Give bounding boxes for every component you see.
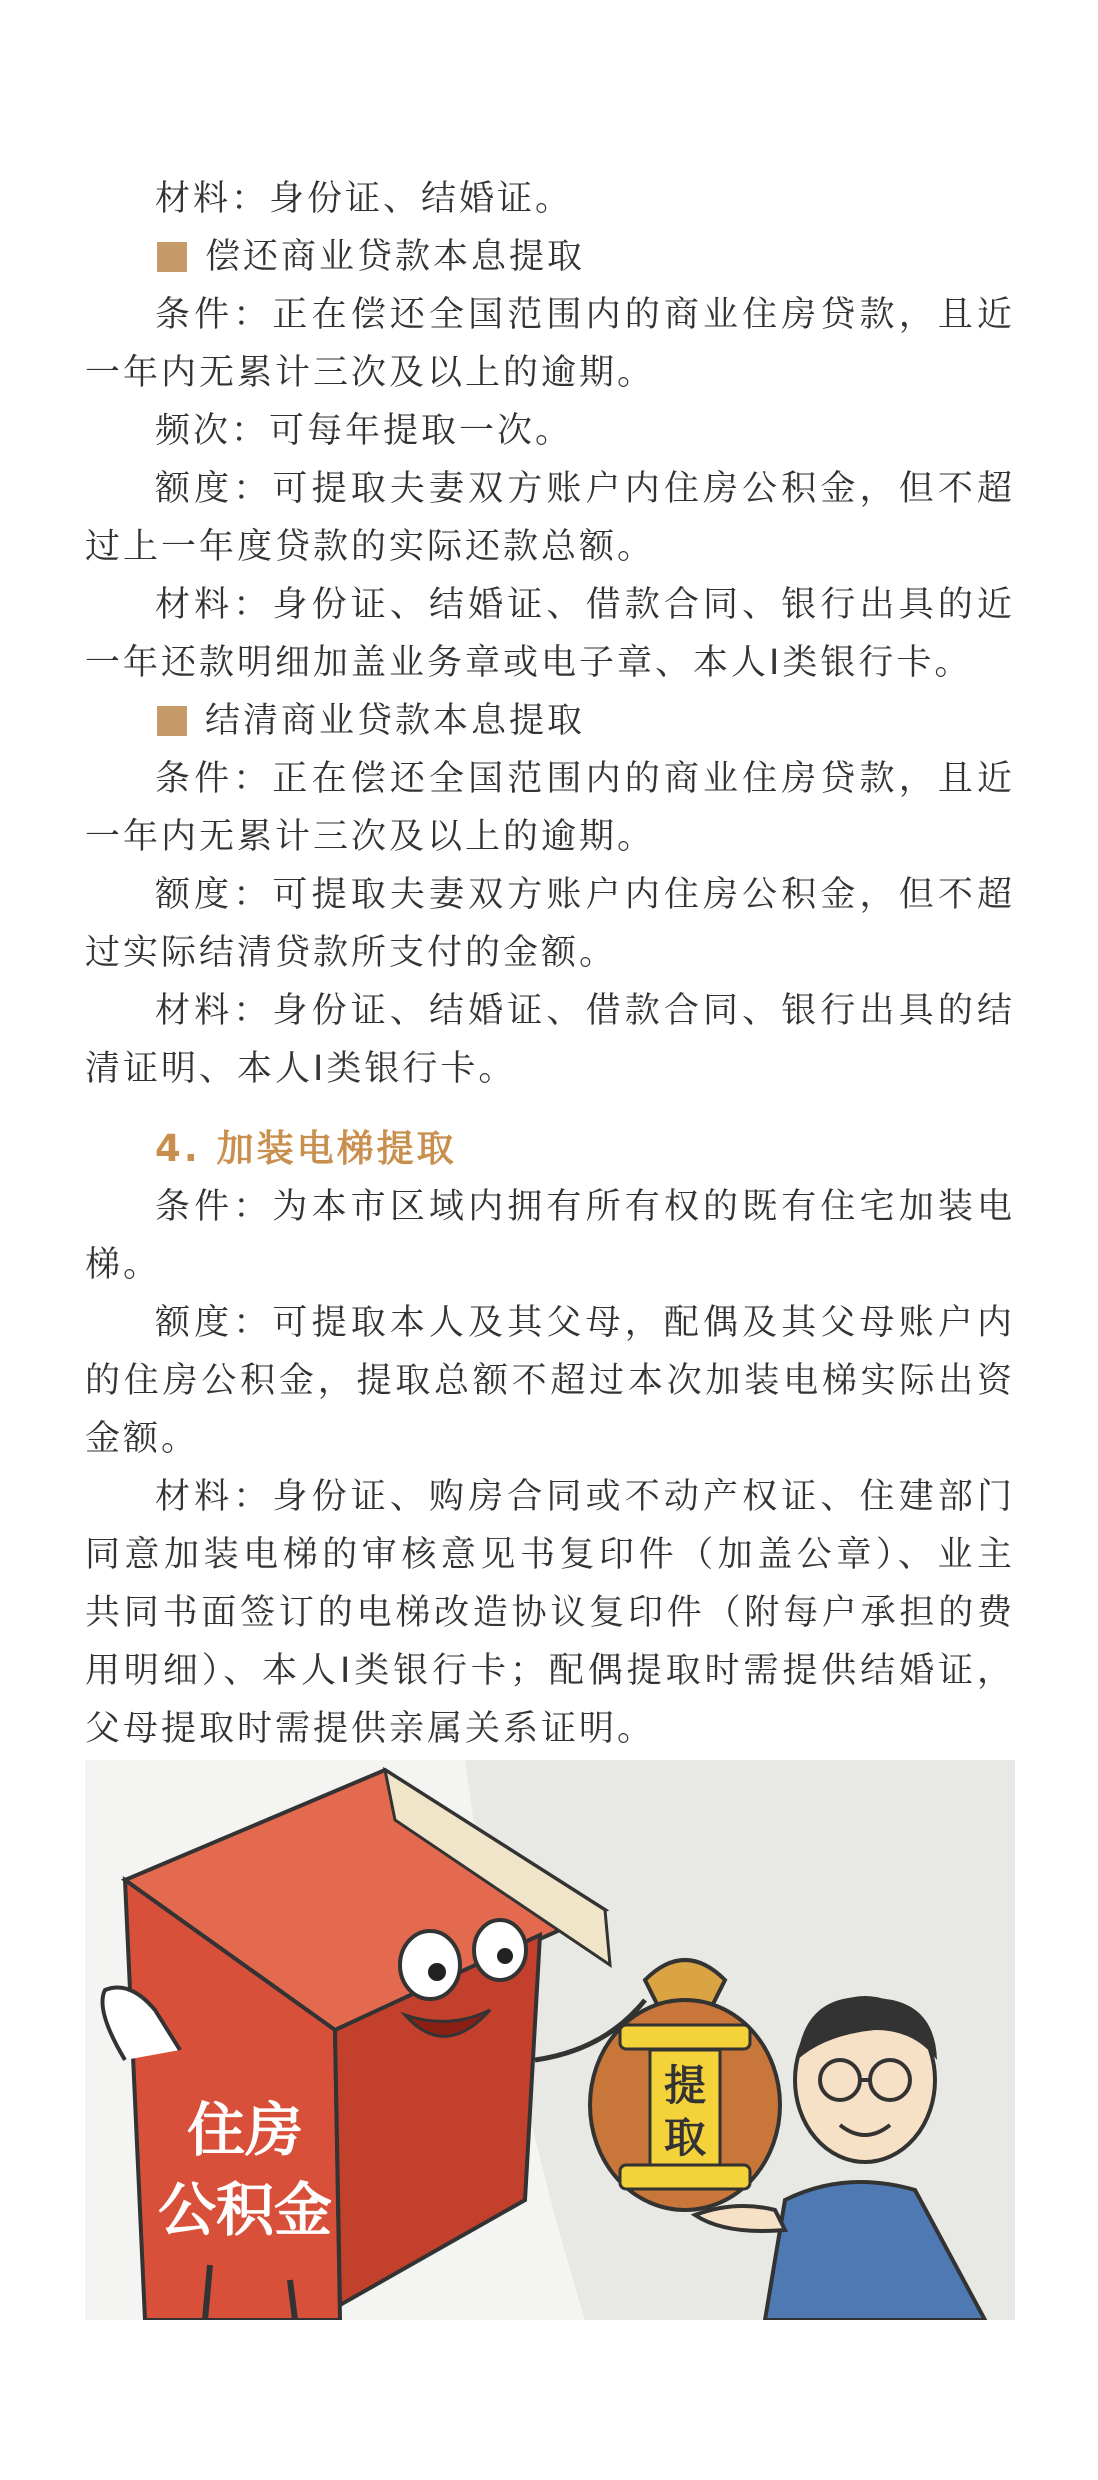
repay-amount: 额度：可提取夫妻双方账户内住房公积金，但不超过上一年度贷款的实际还款总额。 xyxy=(85,469,1015,567)
money-bag-band-bottom xyxy=(620,2165,750,2189)
section-heading-elevator: 4. 加装电梯提取 xyxy=(155,1127,457,1170)
repay-frequency: 频次：可每年提取一次。 xyxy=(155,411,574,451)
money-bag-text-line1: 提 xyxy=(663,2061,707,2110)
subheading-settle-label: 结清商业贷款本息提取 xyxy=(205,701,586,741)
subheading-repay-label: 偿还商业贷款本息提取 xyxy=(205,237,586,277)
subheading-repay xyxy=(85,228,1015,286)
elevator-amount: 额度：可提取本人及其父母，配偶及其父母账户内的住房公积金，提取总额不超过本次加装电梯实际出资金额。 xyxy=(85,1303,1015,1459)
materials-text: 材料：身份证、结婚证。 xyxy=(155,179,574,219)
settle-materials: 材料：身份证、结婚证、借款合同、银行出具的结清证明、本人I类银行卡。 xyxy=(85,991,1015,1089)
square-bullet-icon xyxy=(157,706,187,736)
settle-amount: 额度：可提取夫妻双方账户内住房公积金，但不超过实际结清贷款所支付的金额。 xyxy=(85,875,1015,973)
book-text-line1: 住房 xyxy=(186,2096,304,2164)
money-bag-band-top xyxy=(620,2025,750,2049)
book-text-line2: 公积金 xyxy=(157,2176,333,2244)
repay-materials: 材料：身份证、结婚证、借款合同、银行出具的近一年还款明细加盖业务章或电子章、本人I类银行卡。 xyxy=(85,585,1015,683)
book-pupil-right xyxy=(497,1948,513,1964)
settle-condition: 条件：正在偿还全国范围内的商业住房贷款，且近一年内无累计三次及以上的逾期。 xyxy=(85,759,1015,857)
book-eye-left xyxy=(400,1931,460,1999)
elevator-materials: 材料：身份证、购房合同或不动产权证、住建部门同意加装电梯的审核意见书复印件（加盖公章）、业主共同书面签订的电梯改造协议复印件（附每户承担的费用明细）、本人I类银行卡；配偶提取时需提供结婚证，父母提取时需提供亲属关系证明。 xyxy=(85,1477,1015,1749)
repay-condition: 条件：正在偿还全国范围内的商业住房贷款，且近一年内无累计三次及以上的逾期。 xyxy=(85,295,1015,393)
housing-fund-illustration xyxy=(85,1760,1015,2320)
elevator-condition: 条件：为本市区域内拥有所有权的既有住宅加装电梯。 xyxy=(85,1187,1015,1285)
money-bag-text-line2: 取 xyxy=(663,2113,707,2162)
square-bullet-icon xyxy=(157,242,187,272)
document-body xyxy=(85,170,1015,1758)
subheading-settle xyxy=(85,692,1015,750)
book-pupil-left xyxy=(428,1963,446,1981)
illustration-svg xyxy=(85,1760,1015,2320)
